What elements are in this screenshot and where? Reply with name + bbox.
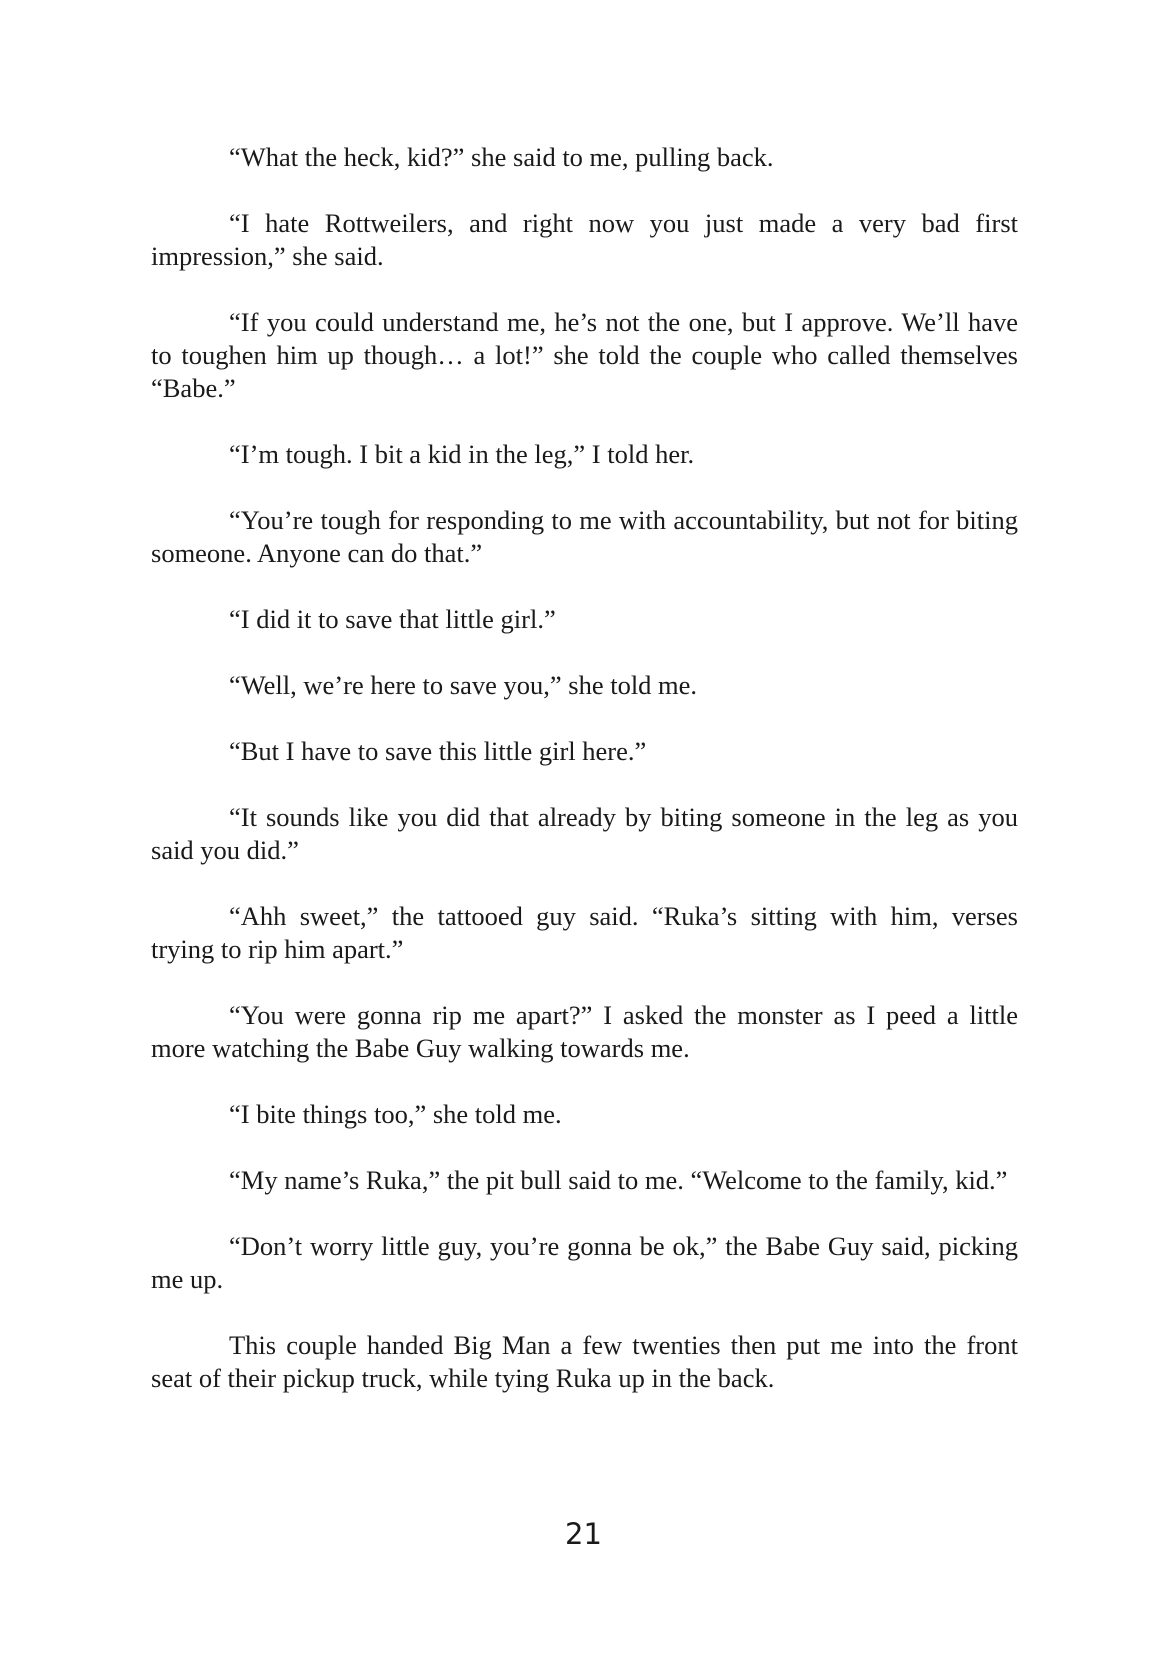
paragraph: “I hate Rottweilers, and right now you just made a very bad first impression,” she said. bbox=[151, 208, 1018, 271]
paragraph: “It sounds like you did that already by biting someone in the leg as you said you did.” bbox=[151, 802, 1018, 865]
paragraph: “But I have to save this little girl here.” bbox=[229, 736, 647, 766]
paragraph: “My name’s Ruka,” the pit bull said to me. “Welcome to the family, kid.” bbox=[229, 1165, 1008, 1195]
paragraph: This couple handed Big Man a few twenties then put me into the front seat of their pickup truck, while tying Ruka up in the back. bbox=[151, 1330, 1018, 1393]
paragraph: “I’m tough. I bit a kid in the leg,” I told her. bbox=[229, 439, 695, 469]
paragraph: “You were gonna rip me apart?” I asked the monster as I peed a little more watching the Babe Guy walking towards me. bbox=[151, 1000, 1018, 1063]
body-text bbox=[151, 141, 1018, 1428]
paragraph: “I did it to save that little girl.” bbox=[229, 604, 556, 634]
paragraph: “Well, we’re here to save you,” she told me. bbox=[229, 670, 698, 700]
paragraph: “Ahh sweet,” the tattooed guy said. “Ruka’s sitting with him, verses trying to rip him apart.” bbox=[151, 901, 1018, 964]
paragraph: “I bite things too,” she told me. bbox=[229, 1099, 562, 1129]
paragraph: “Don’t worry little guy, you’re gonna be ok,” the Babe Guy said, picking me up. bbox=[151, 1231, 1018, 1294]
paragraph: “If you could understand me, he’s not the one, but I approve. We’ll have to toughen him up though… a lot!” she told the couple who called themselves “Babe.” bbox=[151, 307, 1018, 403]
paragraph: “What the heck, kid?” she said to me, pulling back. bbox=[229, 142, 774, 172]
page-number: 21 bbox=[565, 1517, 602, 1551]
paragraph: “You’re tough for responding to me with accountability, but not for biting someone. Anyone can do that.” bbox=[151, 505, 1018, 568]
